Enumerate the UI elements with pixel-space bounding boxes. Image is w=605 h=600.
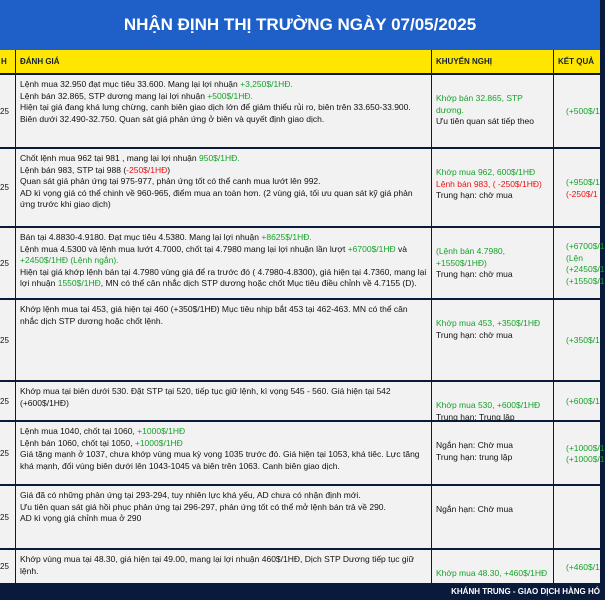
loss-text: -250$/1HĐ — [126, 164, 168, 175]
text-segment: Trung hạn: chờ mua — [436, 269, 513, 279]
loss-text: (-250$/1 — [566, 188, 598, 199]
text-segment: Trung hạn: trung lập — [436, 451, 513, 462]
text-segment: Hiện tại giá đang khá lưng chừng, canh biên giao dịch lớn để giảm thiểu rủi ro, biên trên 33.650-33.900. Biên dưới 32.490-32.750. Quan sát giá phản ứng ở biên và quyết định giao dịch. — [20, 102, 411, 124]
text-segment: ) — [167, 164, 171, 175]
text-line — [566, 275, 605, 288]
profit-text: (+1550$/1 — [566, 275, 605, 286]
profit-text: +8625$/1HĐ. — [261, 232, 312, 242]
text-line — [436, 179, 550, 191]
text-line — [436, 116, 550, 128]
text-segment: Trung hạn: Trung lập — [436, 411, 515, 422]
row-date-cell: 25 — [0, 486, 15, 548]
profit-text: (+460$/1 — [566, 561, 600, 572]
profit-text: (Lện — [566, 252, 584, 263]
row-rec-cell — [432, 300, 553, 380]
row-rec-cell — [432, 486, 553, 548]
text-line — [566, 562, 600, 574]
text-line — [20, 188, 428, 211]
text-line — [20, 244, 428, 267]
row-rec-cell — [432, 382, 553, 420]
text-line — [566, 335, 600, 347]
text-line — [436, 93, 550, 116]
row-rec-cell — [432, 550, 553, 583]
text-line — [436, 190, 550, 202]
text-segment: AD kì vọng giá chỉnh mua ở 290 — [20, 513, 142, 523]
profit-text: (Lệnh bán 4.7980, +1550$/1HĐ) — [436, 246, 506, 268]
row-result-cell — [554, 486, 600, 548]
text-segment: và — [395, 243, 408, 254]
text-segment: Trung hạn: chờ mua — [436, 190, 513, 200]
row-eval-cell — [16, 149, 431, 226]
text-segment: Ngắn hạn: Chờ mua — [436, 440, 513, 450]
text-line — [566, 442, 605, 455]
text-line — [20, 267, 428, 290]
text-segment: AD kì vọng giá có thể chinh về 960-965, điểm mua an toàn hơn. (2 vùng giá, tối ưu quan sát kỹ giá phản ứng trước khi giao dịch) — [20, 187, 413, 209]
row-result-cell — [554, 300, 600, 380]
row-date-cell: 25 — [0, 228, 15, 298]
profit-text: (+950$/1 — [566, 177, 600, 187]
text-line — [436, 246, 550, 269]
row-result-cell — [554, 550, 600, 583]
text-line — [566, 189, 600, 201]
row-date-cell: 25 — [0, 75, 15, 147]
text-line — [20, 153, 428, 165]
row-eval-cell — [16, 550, 431, 583]
text-segment: Lệnh bán 32.865, STP dương mang lại lợi nhuận — [20, 90, 208, 101]
header-eval: ĐÁNH GIÁ — [16, 50, 431, 73]
profit-text: +6700$/1HĐ — [347, 243, 396, 254]
text-line — [436, 504, 550, 516]
text-line — [20, 176, 428, 188]
text-line — [20, 449, 428, 472]
text-segment: Khớp lệnh mua tại 453, giá hiện tại 460 (+350$/1HĐ) Mục tiêu nhịp bắt 453 tại 462-463. MN có thể cân nhắc dịch STP dương hoặc chốt lệnh. — [20, 304, 408, 326]
profit-text: (+350$/1 — [566, 335, 600, 346]
text-segment: Lệnh mua 1040, chốt tại 1060, — [20, 426, 138, 436]
text-line — [20, 91, 428, 103]
text-segment: Lệnh bán 983, STP tại 988 ( — [20, 164, 127, 175]
row-rec-cell — [432, 422, 553, 484]
text-segment: Ưu tiên quan sát tiếp theo — [436, 116, 534, 126]
row-result-cell — [554, 75, 600, 147]
row-eval-cell — [16, 75, 431, 147]
text-segment: , MN có thể cân nhắc dịch STP dương hoặc chốt Mục tiêu điều chỉnh về 4.7155 (D). — [100, 278, 417, 288]
profit-text: (+6700$/1 — [566, 241, 605, 251]
text-line — [436, 400, 550, 412]
header-recommendation: KHUYẾN NGHỊ — [432, 50, 553, 73]
row-eval-cell — [16, 382, 431, 420]
page-title: NHẬN ĐỊNH THỊ TRƯỜNG NGÀY 07/05/2025 — [0, 0, 600, 50]
text-line — [20, 502, 428, 514]
text-line — [20, 232, 428, 244]
header-result: KẾT QUẢ — [554, 50, 600, 73]
row-eval-cell — [16, 422, 431, 484]
header-date: H — [0, 50, 15, 73]
row-eval-cell — [16, 300, 431, 380]
profit-text: +2450$/1HĐ (Lệnh ngắn). — [20, 255, 119, 265]
text-segment: Lệnh mua 32.950 đạt mục tiêu 33.600. Mang lại lợi nhuận — [20, 79, 241, 89]
profit-text: Khớp mua 453, +350$/1HĐ — [436, 318, 541, 328]
text-segment: Khớp mua tại biên dưới 530. Đặt STP tại 520, tiếp tục giữ lệnh, kì vọng 545 - 560. Giá hiện tại 542 (+600$/1HĐ) — [20, 386, 391, 408]
text-segment: Giá đã có những phản ứng tại 293-294, tuy nhiên lực khá yếu, AD chưa có nhận định mới. — [20, 490, 361, 500]
profit-text: (+500$/1 — [566, 106, 600, 117]
profit-text: (+1000$/1 — [566, 442, 605, 453]
text-line — [20, 165, 428, 177]
text-line — [566, 396, 600, 408]
text-segment: Lệnh mua 4.5300 và lệnh mua lướt 4.7000, chốt tại 4.7980 mang lại lợi nhuận lần lượt — [20, 243, 348, 254]
profit-text: +1000$/1HĐ — [134, 437, 183, 448]
profit-text: +3,250$/1HĐ. — [240, 79, 293, 89]
text-line — [20, 438, 428, 450]
text-line — [566, 264, 605, 276]
text-line — [20, 102, 428, 125]
text-segment: Ưu tiên quan sát giá hồi phục phản ứng tại 296-297, phản ứng tốt có thể mở lệnh bán trả về 290. — [20, 501, 386, 512]
text-line — [436, 330, 550, 342]
text-line — [436, 167, 550, 179]
profit-text: (+2450$/1 — [566, 264, 605, 274]
text-segment: Quan sát giá phản ứng tại 975-977, phản ứng tốt có thể canh mua lướt lên 992. — [20, 176, 321, 186]
row-rec-cell — [432, 75, 553, 147]
row-date-cell: 25 — [0, 422, 15, 484]
text-line — [566, 177, 600, 189]
row-rec-cell — [432, 228, 553, 298]
profit-text: 1550$/1HĐ — [57, 278, 101, 288]
text-segment: Hiện tại giá khớp lệnh bán tại 4.7980 vùng giá để ra trước đó ( 4.7980-4.8300), giá hiện tại 4.7360, mang lại lợi nhuận — [20, 266, 427, 288]
loss-text: Lệnh bán 983, ( -250$/1HĐ) — [436, 178, 542, 189]
text-line — [20, 79, 428, 91]
text-line — [566, 454, 605, 466]
profit-text: +500$/1HĐ. — [207, 90, 253, 101]
row-date-cell: 25 — [0, 550, 15, 583]
row-rec-cell — [432, 149, 553, 226]
text-line — [436, 269, 550, 281]
text-segment: Ngắn hạn: Chờ mua — [436, 504, 513, 514]
text-segment: Chốt lệnh mua 962 tại 981 , mang lại lợi nhuận — [20, 153, 199, 163]
row-result-cell — [554, 228, 605, 298]
row-date-cell: 25 — [0, 382, 15, 420]
profit-text: Khớp mua 530, +600$/1HĐ — [436, 400, 541, 410]
profit-text: Khớp mua 962, 600$/1HĐ — [436, 167, 536, 177]
text-line — [20, 554, 428, 577]
text-segment: Bán tại 4.8830-4.9180. Đạt mục tiêu 4.5380. Mang lại lợi nhuận — [20, 232, 262, 242]
row-result-cell — [554, 149, 600, 226]
text-line — [20, 426, 428, 438]
text-line — [436, 452, 550, 464]
footer-brand: KHÁNH TRUNG - GIAO DỊCH HÀNG HÓ — [0, 583, 600, 600]
profit-text: 950$/1HĐ. — [199, 153, 240, 163]
text-line — [566, 253, 600, 265]
text-line — [436, 568, 550, 580]
row-date-cell: 25 — [0, 300, 15, 380]
profit-text: +1000$/1HĐ — [137, 426, 186, 436]
profit-text: (+1000$/1 — [566, 454, 605, 464]
profit-text: Khớp mua 48.30, +460$/1HĐ — [436, 568, 548, 578]
text-line — [20, 513, 428, 525]
row-result-cell — [554, 422, 605, 484]
profit-text: Khớp bán 32.865, STP dương. — [436, 93, 523, 115]
row-date-cell: 25 — [0, 149, 15, 226]
text-line — [436, 440, 550, 452]
text-line — [436, 318, 550, 330]
text-line — [566, 241, 605, 253]
text-segment: Giá tặng mạnh ở 1037, chưa khớp vùng mua kỳ vọng 1035 trước đó. Giá hiện tại 1053, khá tiêc. Lực tăng khá mạnh, đối vùng biên dưới lên 1043-1045 và biên trên 1063. Canh biên giao dịch. — [20, 449, 420, 471]
text-line — [20, 490, 428, 502]
profit-text: (+600$/1 — [566, 396, 600, 407]
text-line — [20, 304, 428, 327]
text-line — [20, 386, 428, 409]
row-eval-cell — [16, 228, 431, 298]
text-segment: Trung hạn: chờ mua — [436, 329, 513, 340]
text-line — [566, 106, 600, 118]
text-segment: Khớp vùng mua tại 48.30, giá hiện tại 49.00, mang lại lợi nhuận 460$/1HĐ, Dịch STP Dương tiếp tục giữ lệnh. — [20, 554, 415, 576]
row-eval-cell — [16, 486, 431, 548]
row-result-cell — [554, 382, 600, 420]
text-segment: Lệnh bán 1060, chốt tại 1050, — [20, 437, 135, 448]
